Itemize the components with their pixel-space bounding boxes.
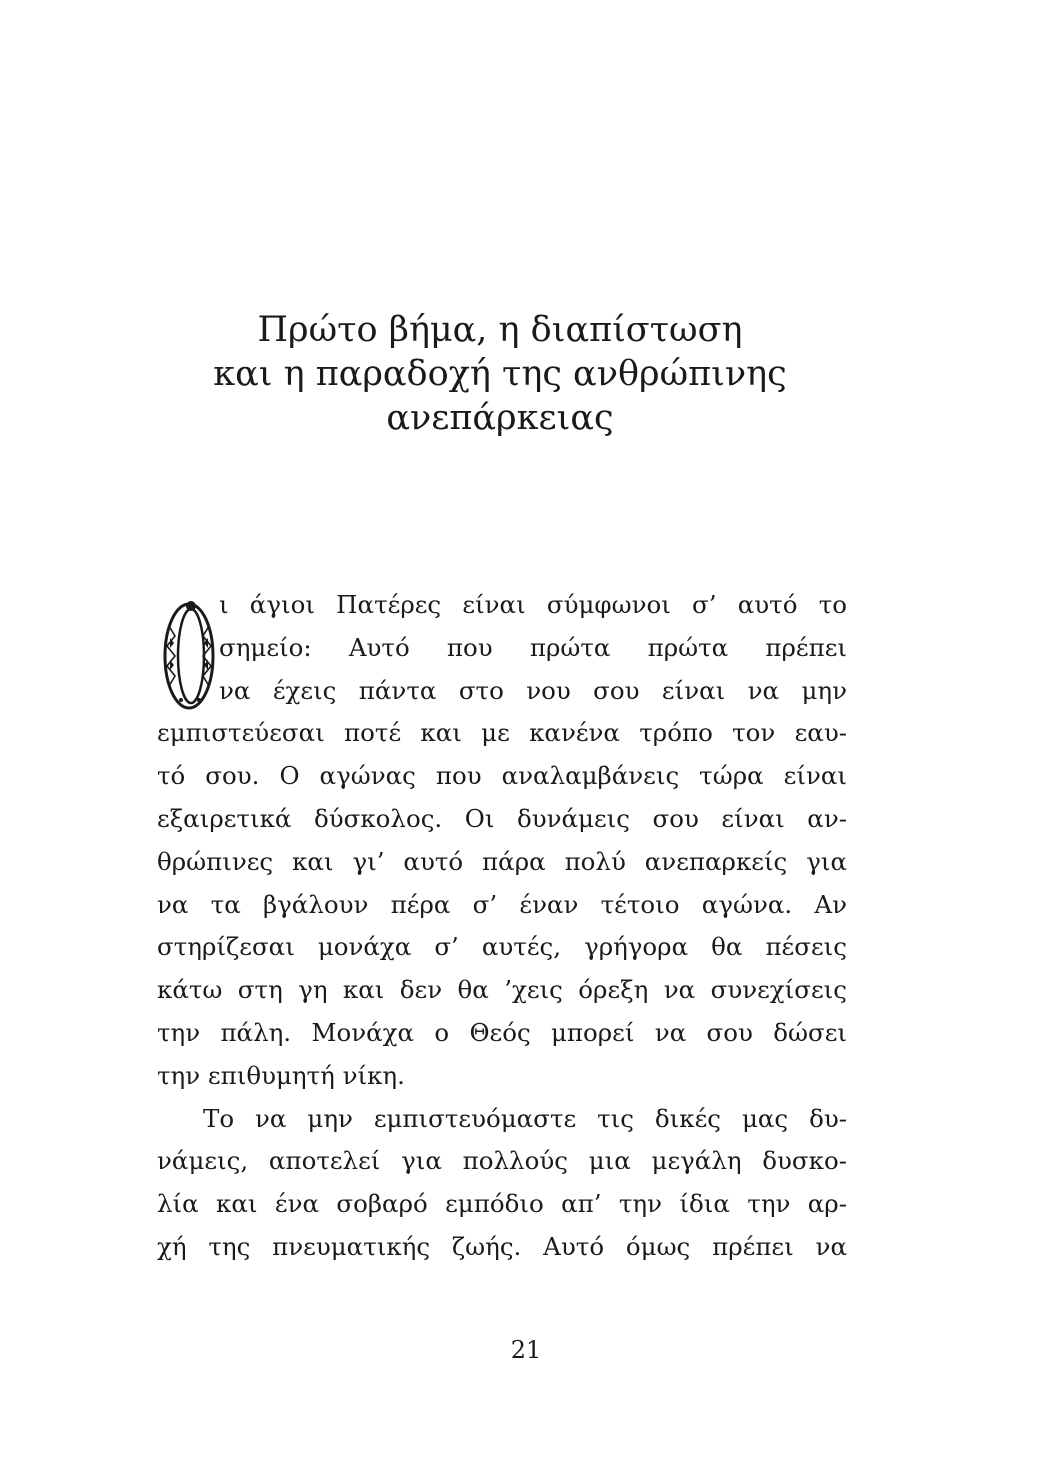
text-line: στηρίζεσαι μονάχα σ’ αυτές, γρήγορα θα πέσεις bbox=[157, 932, 847, 962]
text-line: εξαιρετικά δύσκολος. Οι δυνάμεις σου είναι αν- bbox=[157, 803, 847, 833]
paragraph bbox=[157, 1098, 847, 1269]
chapter-title-line: Πρώτο βήμα, η διαπίστωση bbox=[257, 310, 743, 350]
chapter-title bbox=[150, 308, 850, 440]
text-line: να έχεις πάντα στο νου σου είναι να μην bbox=[219, 675, 847, 705]
text-line: λία και ένα σοβαρό εμπόδιο απ’ την ίδια την αρ- bbox=[157, 1189, 847, 1219]
text-line: τό σου. Ο αγώνας που αναλαμβάνεις τώρα είναι bbox=[157, 761, 847, 791]
text-line: νάμεις, αποτελεί για πολλούς μια μεγάλη δυσκο- bbox=[157, 1146, 847, 1176]
text-line: την επιθυμητή νίκη. bbox=[157, 1060, 405, 1090]
chapter-title-line: και η παραδοχή της ανθρώπινης bbox=[213, 354, 787, 394]
text-line: Το να μην εμπιστευόμαστε τις δικές μας δυ- bbox=[203, 1103, 847, 1133]
text-line: σημείο: Αυτό που πρώτα πρώτα πρέπει bbox=[219, 632, 847, 662]
text-line: χή της πνευματικής ζωής. Αυτό όμως πρέπει να bbox=[157, 1231, 847, 1261]
text-line: θρώπινες και γι’ αυτό πάρα πολύ ανεπαρκείς για bbox=[157, 846, 847, 876]
chapter-title-line: ανεπάρκειας bbox=[386, 398, 614, 438]
page-number: 21 bbox=[510, 1336, 542, 1364]
text-line: να τα βγάλουν πέρα σ’ έναν τέτοιο αγώνα. Αν bbox=[157, 889, 847, 919]
text-line: κάτω στη γη και δεν θα ’χεις όρεξη να συνεχίσεις bbox=[157, 975, 847, 1005]
text-line: την πάλη. Μονάχα ο Θεός μπορεί να σου δώσει bbox=[157, 1017, 847, 1047]
body-text bbox=[157, 584, 847, 1269]
text-line: ι άγιοι Πατέρες είναι σύμφωνοι σ’ αυτό το bbox=[219, 590, 847, 619]
paragraph bbox=[157, 584, 847, 1098]
text-line: εμπιστεύεσαι ποτέ και με κανένα τρόπο τον εαυ- bbox=[157, 718, 847, 748]
